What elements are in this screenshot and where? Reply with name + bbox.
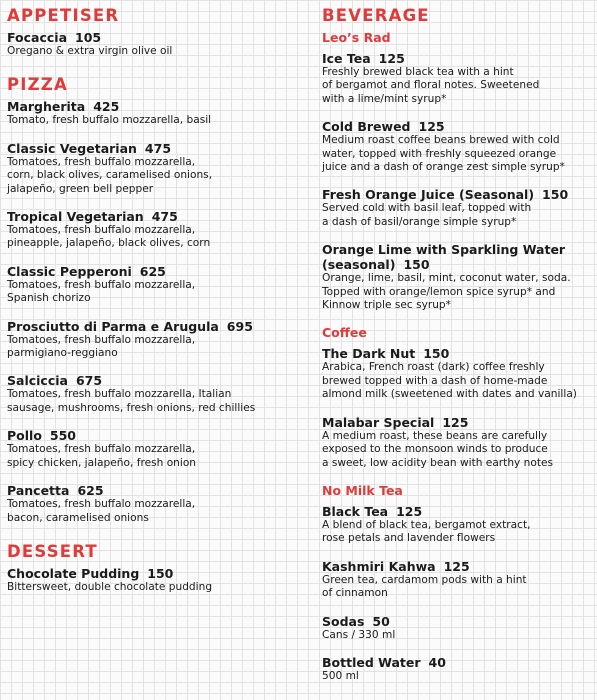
item-price: 105 [75, 30, 102, 45]
item-price: 50 [372, 613, 390, 629]
item-price: 40 [428, 654, 446, 670]
item-name: Chocolate Pudding [7, 565, 140, 581]
item-name: Classic Pepperoni [7, 263, 132, 279]
menu-item-cold-brewed [322, 119, 594, 174]
item-price: 150 [542, 187, 569, 203]
menu-item-heading [322, 415, 594, 430]
menu-item-classic-vegetarian [7, 141, 307, 196]
menu-item-classic-pepperoni [7, 264, 307, 306]
subsection-title: No Milk Tea [322, 482, 403, 498]
section-dessert [7, 538, 307, 594]
subsection-coffee [322, 325, 594, 469]
menu-item-heading [7, 319, 307, 334]
menu-item-tropical-vegetarian [7, 209, 307, 251]
section-title: BEVERAGE [322, 6, 430, 25]
item-price: 125 [396, 503, 423, 519]
item-name: Ice Tea [322, 51, 371, 66]
item-price: 150 [403, 257, 430, 273]
menu-item-pollo [7, 428, 307, 470]
menu-item-heading [322, 187, 594, 202]
menu-item-black-tea [322, 504, 594, 546]
menu-item-focaccia [7, 30, 307, 58]
item-description: Tomato, fresh buffalo mozzarella, basil [7, 114, 212, 127]
item-description: Tomatoes, fresh buffalo mozzarella, spicy chicken, jalapeño, fresh onion [7, 443, 197, 469]
item-name: Salciccia [7, 373, 68, 389]
item-name: Orange Lime with Sparkling Water (seasonal) [322, 242, 566, 273]
item-name: Margherita [7, 99, 86, 115]
subsection-title: Leo’s Rad [322, 30, 391, 45]
menu-item-chocolate-pudding [7, 566, 307, 594]
item-description: Tomatoes, fresh buffalo mozzarella, Italian sausage, mushrooms, fresh onions, red chillies [7, 388, 256, 414]
subsection-leo-s-rad [322, 30, 594, 312]
menu-item-orange-lime-with-sparkling-water-seasonal [322, 242, 594, 312]
menu-item-heading [7, 209, 307, 224]
item-description: Arabica, French roast (dark) coffee freshly brewed topped with a dash of home-made almond milk (sweetened with dates and vanilla) [322, 361, 577, 401]
section-title: APPETISER [7, 6, 120, 25]
item-description: Freshly brewed black tea with a hint of bergamot and floral notes. Sweetened with a lime/mint syrup* [322, 66, 540, 105]
menu-item-heading [322, 51, 594, 66]
item-price: 125 [378, 51, 405, 66]
menu-item-heading [322, 655, 594, 670]
item-price: 150 [423, 346, 450, 362]
menu-item-heading [322, 614, 594, 629]
item-description: Bittersweet, double chocolate pudding [7, 580, 213, 593]
item-description: Tomatoes, fresh buffalo mozzarella, bacon, caramelised onions [7, 498, 196, 524]
item-price: 625 [139, 263, 166, 279]
menu-item-margherita [7, 99, 307, 127]
item-price: 550 [49, 428, 76, 444]
item-name: Focaccia [7, 30, 68, 45]
menu-item-heading [7, 373, 307, 388]
item-description: Medium roast coffee beans brewed with cold water, topped with freshly squeezed orange juice and a dash of orange zest simple syrup* [322, 134, 565, 174]
section-beverage [322, 6, 594, 683]
item-name: Bottled Water [322, 654, 421, 670]
item-name: Fresh Orange Juice (Seasonal) [322, 187, 535, 203]
item-price: 625 [77, 483, 104, 499]
right-column [322, 6, 594, 696]
item-description: A blend of black tea, bergamot extract, rose petals and lavender flowers [322, 518, 531, 545]
menu-item-heading [322, 119, 594, 134]
section-title: PIZZA [7, 75, 68, 95]
item-name: Tropical Vegetarian [7, 209, 144, 225]
menu-item-heading [322, 346, 594, 361]
section-appetiser [7, 6, 307, 58]
item-description: Served cold with basil leaf, topped with a dash of basil/orange simple syrup* [322, 202, 532, 228]
item-price: 675 [75, 373, 103, 389]
item-name: Malabar Special [322, 414, 435, 430]
menu-item-heading [7, 99, 307, 114]
menu-item-bottled-water [322, 655, 594, 683]
item-description: Tomatoes, fresh buffalo mozzarella, Spanish chorizo [7, 278, 196, 305]
menu-item-malabar-special [322, 415, 594, 470]
item-price: 125 [442, 414, 469, 430]
item-description: Tomatoes, fresh buffalo mozzarella, corn, black olives, caramelised onions, jalapeño, green bell pepper [7, 155, 213, 195]
menu-item-the-dark-nut [322, 346, 594, 401]
item-description: A medium roast, these beans are carefully exposed to the monsoon winds to produce a sweet, low acidity bean with earthy notes [322, 429, 554, 469]
item-description: Tomatoes, fresh buffalo mozzarella, pineapple, jalapeño, black olives, corn [7, 224, 211, 250]
menu-item-ice-tea [322, 51, 594, 106]
menu-item-heading [7, 30, 307, 45]
item-description: Oregano & extra virgin olive oil [7, 45, 173, 57]
menu-item-heading [7, 483, 307, 498]
item-name: Kashmiri Kahwa [322, 558, 436, 574]
subsection-title: Coffee [322, 325, 367, 341]
menu-item-heading [322, 559, 594, 574]
item-price: 125 [443, 558, 470, 574]
item-name: Cold Brewed [322, 119, 411, 135]
section-pizza [7, 71, 307, 525]
item-description: Green tea, cardamom pods with a hint of cinnamon [322, 573, 527, 600]
left-column [7, 6, 307, 607]
menu-item-heading [7, 566, 307, 581]
item-name: The Dark Nut [322, 346, 416, 362]
item-description: Tomatoes, fresh buffalo mozzarella, parmigiano-reggiano [7, 333, 196, 360]
menu-item-fresh-orange-juice-seasonal [322, 187, 594, 229]
item-price: 475 [144, 140, 172, 156]
item-price: 695 [226, 318, 253, 334]
menu-item-sodas [322, 614, 594, 642]
section-title: DESSERT [7, 541, 98, 561]
menu-item-heading [7, 141, 307, 156]
menu-item-heading [322, 504, 594, 519]
item-description: Cans / 330 ml [322, 628, 396, 641]
item-name: Classic Vegetarian [7, 140, 137, 156]
item-name: Pancetta [7, 483, 70, 499]
menu-item-kashmiri-kahwa [322, 559, 594, 601]
menu-item-pancetta [7, 483, 307, 525]
item-price: 425 [93, 99, 120, 115]
item-name: Pollo [7, 428, 42, 444]
item-price: 475 [151, 209, 178, 225]
item-price: 150 [147, 565, 174, 581]
menu-item-heading [7, 264, 307, 279]
item-description: Orange, lime, basil, mint, coconut water, soda. Topped with orange/lemon spice syrup* and Kinnow triple sec syrup* [322, 272, 571, 312]
menu-item-prosciutto-di-parma-e-arugula [7, 319, 307, 361]
item-name: Black Tea [322, 503, 389, 519]
item-description: 500 ml [322, 669, 359, 682]
item-name: Sodas [322, 613, 365, 629]
item-price: 125 [418, 119, 445, 135]
menu-item-salciccia [7, 373, 307, 415]
menu-item-heading [7, 428, 307, 443]
subsection-no-milk-tea [322, 483, 594, 683]
item-name: Prosciutto di Parma e Arugula [7, 318, 219, 334]
menu-item-heading [322, 242, 594, 272]
